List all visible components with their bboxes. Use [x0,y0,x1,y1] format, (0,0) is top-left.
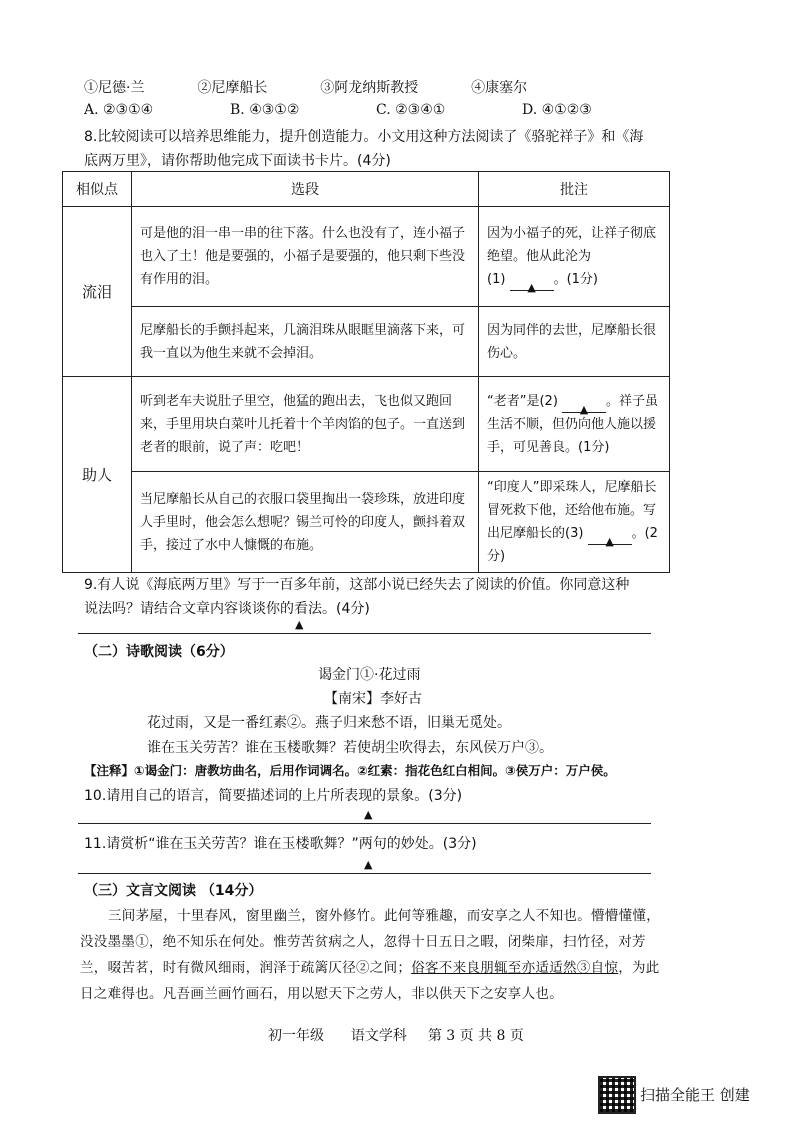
q11-question: 11.请赏析“谁在玉关劳苦？谁在玉楼歌舞？”两句的妙处。(3分) [84,836,477,852]
q11-answer-line [78,873,651,874]
annotation-cell: “老者”是(2) ▲。祥子虽生活不顺，但仍向他人施以援手，可见善良。(1分) [479,377,670,472]
q9-question-line1: 9.有人说《海底两万里》写于一百多年前，这部小说已经失去了阅读的价值。你同意这种 [84,577,630,593]
q7-choice-d: D. ④①②③ [522,102,592,118]
q10-answer-line [78,823,651,824]
q8-question-line2: 底两万里》，请你帮助他完成下面读书卡片。(4分) [84,153,391,169]
header-excerpt: 选段 [132,172,479,207]
q9-question-line2: 说法吗？请结合文章内容谈谈你的看法。(4分) [84,601,370,617]
excerpt-cell: 尼摩船长的手颤抖起来，几滴泪珠从眼眶里滴落下来，可我一直以为他生来就不会掉泪。 [132,307,479,377]
table-row [63,377,670,472]
poem-line-1: 花过雨，又是一番红素②。燕子归来愁不语，旧巢无觅处。 [147,715,511,731]
annotation-cell: 因为小福子的死，让祥子彻底绝望。他从此沦为 (1) ▲。(1分) [479,207,670,307]
annotation-cell: 因为同伴的去世，尼摩船长很伤心。 [479,307,670,377]
excerpt-cell: 听到老车夫说肚子里空，他猛的跑出去，飞也似又跑回来，手里用块白菜叶儿托着十个羊肉馅的包子。一直送到老者的眼前，说了声：吃吧！ [132,377,479,472]
q7-option-1: ①尼德·兰 [84,80,145,96]
table-header-row [63,172,670,207]
header-similarity: 相似点 [63,172,132,207]
excerpt-cell: 可是他的泪一串一串的往下落。什么也没有了，连小福子也入了土！他是要强的，小福子是要强的，他只剩下些没有作用的泪。 [132,207,479,307]
q7-option-4: ④康塞尔 [471,80,528,96]
q10-answer-mark[interactable]: ▲ [364,808,373,821]
annotation-cell: “印度人”即采珠人，尼摩船长冒死救下他，还给他布施。写出尼摩船长的(3) ▲。(2分) [479,472,670,573]
reading-card-table [62,171,670,573]
answer-blank-3[interactable]: ▲ [588,530,632,545]
scanner-watermark: 扫描全能王 创建 [640,1086,750,1104]
qr-code-icon [598,1076,636,1114]
q7-option-3: ③阿龙纳斯教授 [320,80,419,96]
classical-passage: 三间茅屋，十里春风，窗里幽兰，窗外修竹。此何等雅趣，而安享之人不知也。懵懵懂懂，没没墨墨①，绝不知乐在何处。惟劳苦贫病之人，忽得十日五日之暇，闭柴扉，扫竹径，对芳兰，啜苦茗，时有微风细雨，润泽于疏篱仄径②之间；俗客不来良朋辄至亦适适然③自惊，为此日之难得也。凡吾画兰画竹画石，用以慰天下之劳人，非以供天下之安享人也。 [80,908,660,1002]
excerpt-cell: 当尼摩船长从自己的衣服口袋里掏出一袋珍珠，放进印度人手里时，他会怎么想呢？锡兰可怜的印度人，颤抖着双手，接过了水中人慷慨的布施。 [132,472,479,573]
poem-line-2: 谁在玉关劳苦？谁在玉楼歌舞？若使胡尘吹得去，东风侯万户③。 [147,740,553,756]
q9-answer-mark[interactable]: ▲ [295,618,304,631]
q8-question-line1: 8.比较阅读可以培养思维能力，提升创造能力。小文用这种方法阅读了《骆驼祥子》和《海 [84,129,644,145]
poem-notes: 【注释】①谒金门：唐教坊曲名，后用作词调名。②红素：指花色红白相间。③侯万户：万户侯。 [84,763,616,778]
poem-title: 谒金门①·花过雨 [318,667,421,683]
answer-blank-1[interactable]: ▲ [510,276,554,291]
group-label-helping: 助人 [63,377,132,573]
q7-choice-a: A. ②③①④ [84,102,154,118]
table-row [63,307,670,377]
q11-answer-mark[interactable]: ▲ [364,858,373,871]
footer [268,1025,524,1045]
q9-answer-line [78,633,651,634]
q7-option-2: ②尼摩船长 [197,80,268,96]
classical-section-title: （三）文言文阅读 （14分） [84,883,263,899]
poetry-section-title: （二）诗歌阅读（6分） [84,644,234,660]
q7-choice-b: B. ④③①② [230,102,300,118]
table-row [63,207,670,307]
header-annotation: 批注 [479,172,670,207]
group-label-tears: 流泪 [63,207,132,377]
table-row [63,472,670,573]
q7-options [84,77,527,97]
underlined-sentence: 俗客不来良朋辄至亦适适然③自惊 [411,960,619,976]
answer-blank-2[interactable]: ▲ [562,398,606,413]
footer-page: 第 3 页 共 8 页 [427,1028,524,1044]
q7-choice-c: C. ②③④① [376,102,446,118]
poem-author: 【南宋】李好古 [324,691,422,707]
footer-grade: 初一年级 [268,1028,324,1044]
footer-subject: 语文学科 [350,1028,407,1044]
q10-question: 10.请用自己的语言，简要描述词的上片所表现的景象。(3分) [84,788,463,804]
